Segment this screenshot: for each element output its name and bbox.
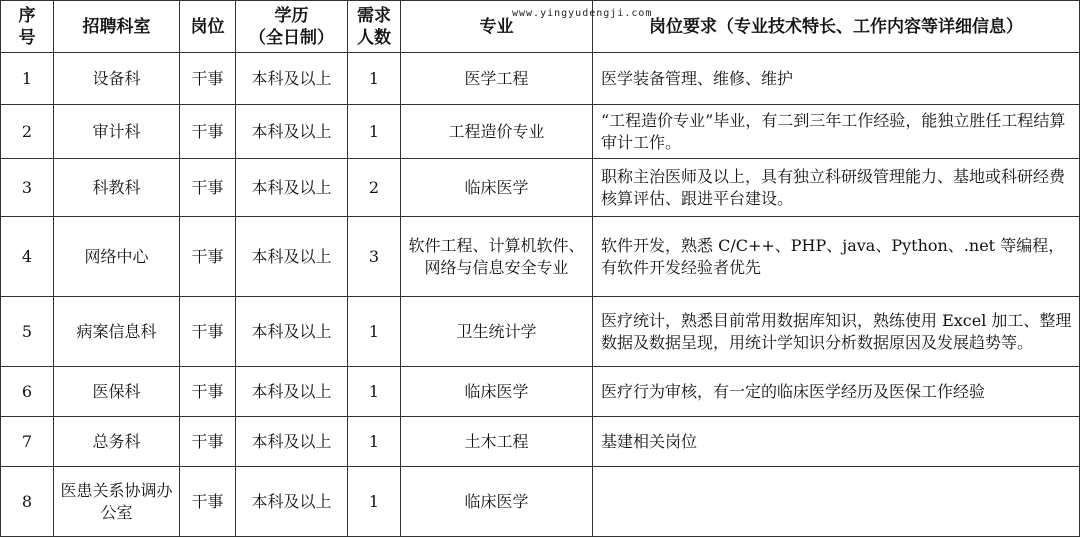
cell-requirements: “工程造价专业”毕业，有二到三年工作经验，能独立胜任工程结算审计工作。 — [593, 105, 1080, 159]
cell-requirements: 医疗行为审核，有一定的临床医学经历及医保工作经验 — [593, 367, 1080, 417]
cell-position: 干事 — [180, 297, 236, 367]
cell-requirements: 医学装备管理、维修、维护 — [593, 53, 1080, 105]
cell-count: 3 — [348, 217, 401, 297]
cell-requirements: 职称主治医师及以上，具有独立科研级管理能力、基地或科研经费核算评估、跟进平台建设。 — [593, 159, 1080, 217]
cell-index: 6 — [1, 367, 54, 417]
cell-requirements — [593, 467, 1080, 537]
cell-position: 干事 — [180, 367, 236, 417]
cell-major: 临床医学 — [401, 159, 593, 217]
header-count-line2: 人数 — [357, 27, 391, 48]
cell-department: 审计科 — [54, 105, 180, 159]
cell-education: 本科及以上 — [236, 467, 348, 537]
cell-count: 1 — [348, 297, 401, 367]
header-index-line1: 序 — [18, 5, 36, 26]
cell-department: 科教科 — [54, 159, 180, 217]
header-requirements: 岗位要求（专业技术特长、工作内容等详细信息） — [593, 1, 1080, 53]
cell-department: 病案信息科 — [54, 297, 180, 367]
header-index-line2: 号 — [18, 27, 36, 48]
cell-major: 土木工程 — [401, 417, 593, 467]
table-row — [1, 297, 1080, 367]
cell-index: 3 — [1, 159, 54, 217]
cell-education: 本科及以上 — [236, 159, 348, 217]
cell-position: 干事 — [180, 159, 236, 217]
cell-education: 本科及以上 — [236, 297, 348, 367]
cell-count: 2 — [348, 159, 401, 217]
cell-index: 7 — [1, 417, 54, 467]
header-position: 岗位 — [180, 1, 236, 53]
cell-education: 本科及以上 — [236, 53, 348, 105]
cell-major: 软件工程、计算机软件、网络与信息安全专业 — [401, 217, 593, 297]
cell-department: 总务科 — [54, 417, 180, 467]
cell-major: 临床医学 — [401, 367, 593, 417]
table-row — [1, 53, 1080, 105]
cell-count: 1 — [348, 105, 401, 159]
cell-education: 本科及以上 — [236, 217, 348, 297]
cell-requirements: 软件开发，熟悉 C/C++、PHP、java、Python、.net 等编程，有软件开发经验者优先 — [593, 217, 1080, 297]
cell-count: 1 — [348, 417, 401, 467]
cell-index: 8 — [1, 467, 54, 537]
cell-count: 1 — [348, 53, 401, 105]
table-row — [1, 105, 1080, 159]
header-count — [348, 1, 401, 53]
cell-major: 工程造价专业 — [401, 105, 593, 159]
cell-department: 网络中心 — [54, 217, 180, 297]
cell-index: 4 — [1, 217, 54, 297]
cell-position: 干事 — [180, 105, 236, 159]
cell-major: 医学工程 — [401, 53, 593, 105]
cell-department: 设备科 — [54, 53, 180, 105]
cell-position: 干事 — [180, 467, 236, 537]
cell-education: 本科及以上 — [236, 417, 348, 467]
header-department: 招聘科室 — [54, 1, 180, 53]
header-education-line1: 学历 — [274, 5, 309, 26]
header-major: 专业 — [401, 1, 593, 53]
table-row — [1, 417, 1080, 467]
header-education-line2: （全日制） — [249, 27, 334, 48]
header-index — [1, 1, 54, 53]
cell-major: 临床医学 — [401, 467, 593, 537]
header-count-line1: 需求 — [357, 5, 391, 26]
cell-requirements: 医疗统计，熟悉目前常用数据库知识，熟练使用 Excel 加工、整理数据及数据呈现，用统计学知识分析数据原因及发展趋势等。 — [593, 297, 1080, 367]
cell-count: 1 — [348, 367, 401, 417]
cell-position: 干事 — [180, 53, 236, 105]
cell-count: 1 — [348, 467, 401, 537]
cell-education: 本科及以上 — [236, 367, 348, 417]
table-row — [1, 217, 1080, 297]
cell-index: 2 — [1, 105, 54, 159]
watermark-text: www.yingyudengji.com — [512, 8, 653, 19]
cell-education: 本科及以上 — [236, 105, 348, 159]
table-row — [1, 159, 1080, 217]
cell-department: 医保科 — [54, 367, 180, 417]
table-body — [1, 53, 1080, 537]
cell-department: 医患关系协调办公室 — [54, 467, 180, 537]
table-row — [1, 367, 1080, 417]
cell-position: 干事 — [180, 217, 236, 297]
cell-index: 1 — [1, 53, 54, 105]
cell-major: 卫生统计学 — [401, 297, 593, 367]
header-education — [236, 1, 348, 53]
cell-index: 5 — [1, 297, 54, 367]
cell-requirements: 基建相关岗位 — [593, 417, 1080, 467]
table-row — [1, 467, 1080, 537]
cell-position: 干事 — [180, 417, 236, 467]
